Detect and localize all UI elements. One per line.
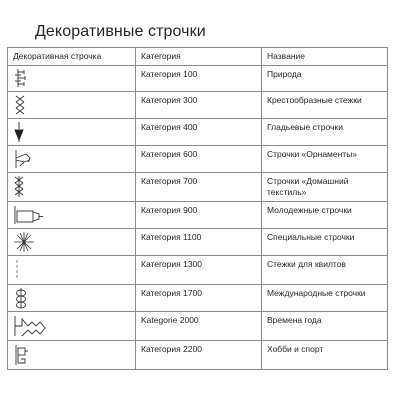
header-name: Название — [262, 48, 388, 66]
name-cell: Международные строчки — [262, 285, 388, 312]
name-cell: Специальные строчки — [262, 229, 388, 256]
table-row — [8, 285, 388, 312]
name-cell: Стежки для квилтов — [262, 256, 388, 285]
table-row — [8, 92, 388, 119]
category-cell: Категория 1300 — [136, 256, 262, 285]
category-cell: Категория 600 — [136, 146, 262, 173]
category-cell: Категория 2200 — [136, 341, 262, 370]
international-stitch-icon — [12, 287, 36, 309]
special-stitch-icon — [12, 231, 36, 253]
stitch-table — [7, 47, 388, 370]
table-row — [8, 312, 388, 341]
category-cell: Категория 300 — [136, 92, 262, 119]
stitch-symbol-cell — [8, 202, 136, 229]
table-header-row — [8, 48, 388, 66]
name-cell: Времена года — [262, 312, 388, 341]
name-cell: Строчки «Орнаменты» — [262, 146, 388, 173]
ornament-stitch-icon — [12, 148, 36, 170]
stitch-symbol-cell — [8, 146, 136, 173]
category-cell: Категория 1700 — [136, 285, 262, 312]
category-cell: Категория 100 — [136, 66, 262, 92]
quilt-stitch-icon — [12, 258, 34, 282]
stitch-symbol-cell — [8, 119, 136, 146]
table-row — [8, 146, 388, 173]
stitch-symbol-cell — [8, 341, 136, 370]
stitch-symbol-cell — [8, 173, 136, 202]
stitch-symbol-cell — [8, 312, 136, 341]
page-title: Декоративные строчки — [35, 23, 206, 40]
name-cell: Крестообразные стежки — [262, 92, 388, 119]
table-row — [8, 173, 388, 202]
name-cell: Строчки «Домашний текстиль» — [262, 173, 388, 202]
name-cell: Гладьевые строчки — [262, 119, 388, 146]
cross-stitch-icon — [12, 94, 34, 116]
category-cell: Категория 1100 — [136, 229, 262, 256]
stitch-symbol-cell — [8, 229, 136, 256]
satin-stitch-icon — [12, 121, 34, 143]
header-category: Категория — [136, 48, 262, 66]
name-cell: Хобби и спорт — [262, 341, 388, 370]
category-cell: Категория 900 — [136, 202, 262, 229]
stitch-symbol-cell — [8, 66, 136, 92]
table-row — [8, 229, 388, 256]
stitch-symbol-cell — [8, 256, 136, 285]
table-row — [8, 341, 388, 370]
table-row — [8, 202, 388, 229]
category-cell: Категория 400 — [136, 119, 262, 146]
youth-stitch-icon — [12, 204, 46, 226]
table-row — [8, 256, 388, 285]
table-row — [8, 119, 388, 146]
name-cell: Молодежные строчки — [262, 202, 388, 229]
category-cell: Kategorie 2000 — [136, 312, 262, 341]
stitch-symbol-cell — [8, 92, 136, 119]
seasons-stitch-icon — [12, 314, 48, 338]
flower-stitch-icon — [12, 68, 34, 88]
category-cell: Категория 700 — [136, 173, 262, 202]
home-textile-stitch-icon — [12, 175, 34, 199]
hobby-sport-stitch-icon — [12, 343, 36, 367]
stitch-symbol-cell — [8, 285, 136, 312]
name-cell: Природа — [262, 66, 388, 92]
table-row — [8, 66, 388, 92]
header-stitch: Декоративная строчка — [8, 48, 136, 66]
